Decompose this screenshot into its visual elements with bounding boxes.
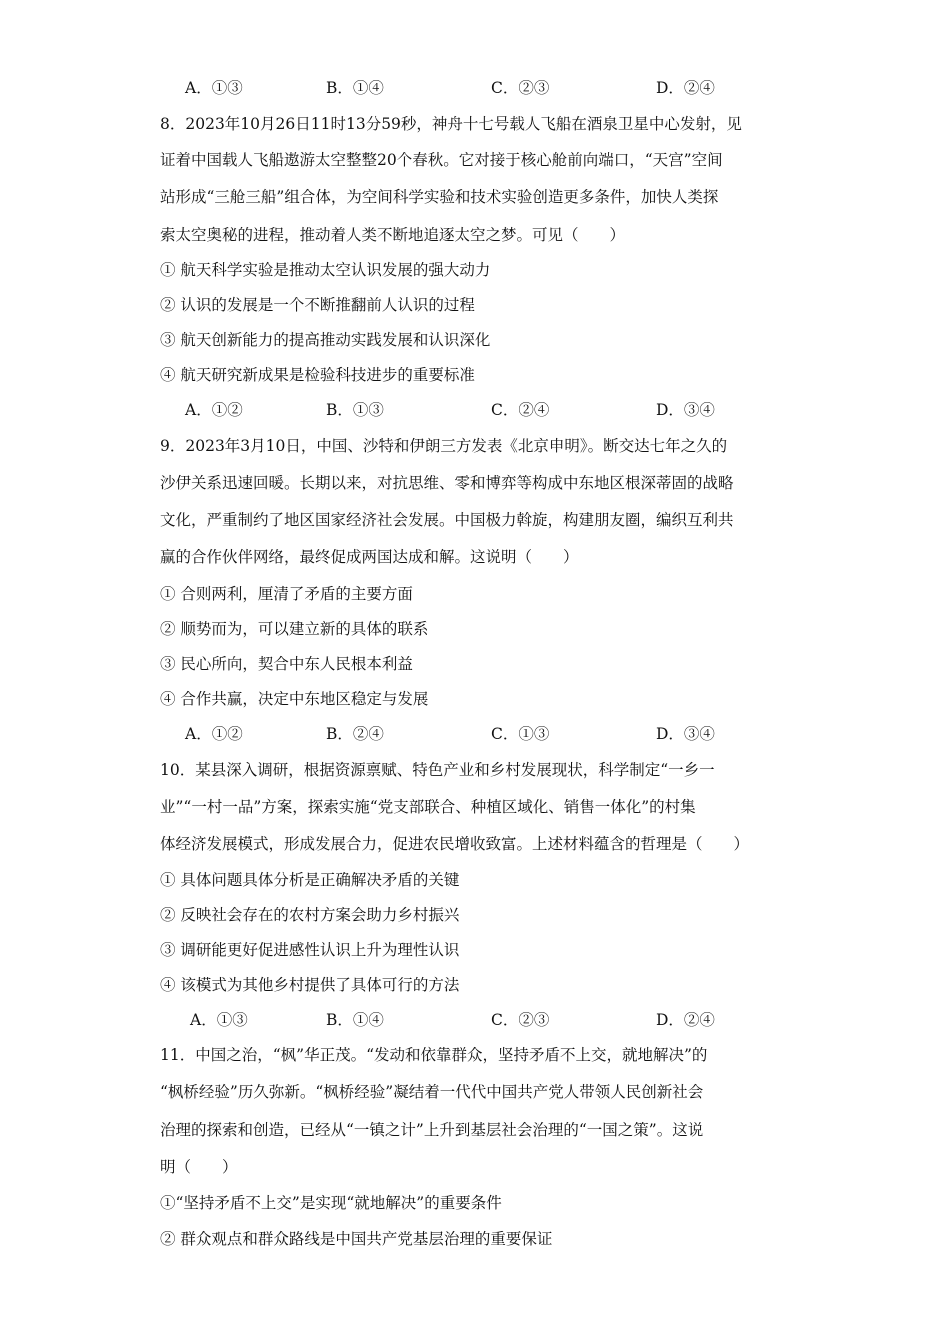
q7-option-c[interactable]: C．②③ <box>491 79 550 97</box>
q10-options <box>0 1010 950 1030</box>
q10-statement-3: ③ 调研能更好促进感性认识上升为理性认识 <box>160 941 460 959</box>
q9-statement-1: ① 合则两利，厘清了矛盾的主要方面 <box>160 585 413 603</box>
q7-option-d[interactable]: D．②④ <box>656 79 715 97</box>
q9-stem-line-2: 沙伊关系迅速回暖。长期以来，对抗思维、零和博弈等构成中东地区根深蒂固的战略 <box>160 474 734 492</box>
q10-option-d[interactable]: D．②④ <box>656 1011 715 1029</box>
q9-statement-4: ④ 合作共赢，决定中东地区稳定与发展 <box>160 690 429 708</box>
q11-stem-line-2: “枫桥经验”历久弥新。“枫桥经验”凝结着一代代中国共产党人带领人民创新社会 <box>160 1083 704 1101</box>
q11-stem-line-3: 治理的探索和创造，已经从“一镇之计”上升到基层社会治理的“一国之策”。这说 <box>160 1121 704 1139</box>
q11-statement-2: ② 群众观点和群众路线是中国共产党基层治理的重要保证 <box>160 1230 553 1248</box>
q11-stem-line-1: 11．中国之治，“枫”华正茂。“发动和依靠群众，坚持矛盾不上交，就地解决”的 <box>160 1046 708 1064</box>
q9-option-b[interactable]: B．②④ <box>326 725 384 743</box>
q10-stem-line-1: 10．某县深入调研，根据资源禀赋、特色产业和乡村发展现状，科学制定“一乡一 <box>160 761 715 779</box>
q9-option-d[interactable]: D．③④ <box>656 725 715 743</box>
q8-stem-line-1: 8．2023年10月26日11时13分59秒，神舟十七号载人飞船在酒泉卫星中心发射，见 <box>160 115 742 133</box>
q8-stem-line-2: 证着中国载人飞船遨游太空整整20个春秋。它对接于核心舱前向端口，“天宫”空间 <box>160 151 723 169</box>
q10-option-a[interactable]: A．①③ <box>190 1011 248 1029</box>
q8-statement-2: ② 认识的发展是一个不断推翻前人认识的过程 <box>160 296 475 314</box>
q10-option-c[interactable]: C．②③ <box>491 1011 550 1029</box>
q10-stem-line-2: 业”“一村一品”方案，探索实施“党支部联合、种植区域化、销售一体化”的村集 <box>160 798 696 816</box>
q7-option-a[interactable]: A．①③ <box>185 79 243 97</box>
q10-statement-1: ① 具体问题具体分析是正确解决矛盾的关键 <box>160 871 460 889</box>
q9-option-c[interactable]: C．①③ <box>491 725 550 743</box>
q8-statement-3: ③ 航天创新能力的提高推动实践发展和认识深化 <box>160 331 491 349</box>
q8-statement-4: ④ 航天研究新成果是检验科技进步的重要标准 <box>160 366 475 384</box>
q8-option-b[interactable]: B．①③ <box>326 401 384 419</box>
q8-option-d[interactable]: D．③④ <box>656 401 715 419</box>
q11-statement-1: ①“坚持矛盾不上交”是实现“就地解决”的重要条件 <box>160 1194 502 1212</box>
q8-options <box>0 400 950 420</box>
q10-stem-line-3: 体经济发展模式，形成发展合力，促进农民增收致富。上述材料蕴含的哲理是（ ） <box>160 835 750 853</box>
q9-statement-3: ③ 民心所向，契合中东人民根本利益 <box>160 655 413 673</box>
q9-statement-2: ② 顺势而为，可以建立新的具体的联系 <box>160 620 429 638</box>
q11-stem-line-4: 明（ ） <box>160 1158 238 1176</box>
q8-stem-line-3: 站形成“三舱三船”组合体，为空间科学实验和技术实验创造更多条件，加快人类探 <box>160 188 719 206</box>
q9-option-a[interactable]: A．①② <box>185 725 243 743</box>
q9-stem-line-1: 9．2023年3月10日，中国、沙特和伊朗三方发表《北京申明》。断交达七年之久的 <box>160 437 728 455</box>
q8-option-c[interactable]: C．②④ <box>491 401 550 419</box>
q9-stem-line-4: 赢的合作伙伴网络，最终促成两国达成和解。这说明（ ） <box>160 548 579 566</box>
q10-option-b[interactable]: B．①④ <box>326 1011 384 1029</box>
q8-stem-line-4: 索太空奥秘的进程，推动着人类不断地追逐太空之梦。可见（ ） <box>160 226 626 244</box>
q7-option-b[interactable]: B．①④ <box>326 79 384 97</box>
q8-statement-1: ① 航天科学实验是推动太空认识发展的强大动力 <box>160 261 491 279</box>
q10-statement-2: ② 反映社会存在的农村方案会助力乡村振兴 <box>160 906 460 924</box>
q8-option-a[interactable]: A．①② <box>185 401 243 419</box>
q7-options <box>0 78 950 98</box>
q9-stem-line-3: 文化，严重制约了地区国家经济社会发展。中国极力斡旋，构建朋友圈，编织互利共 <box>160 511 734 529</box>
q10-statement-4: ④ 该模式为其他乡村提供了具体可行的方法 <box>160 976 460 994</box>
q9-options <box>0 724 950 744</box>
